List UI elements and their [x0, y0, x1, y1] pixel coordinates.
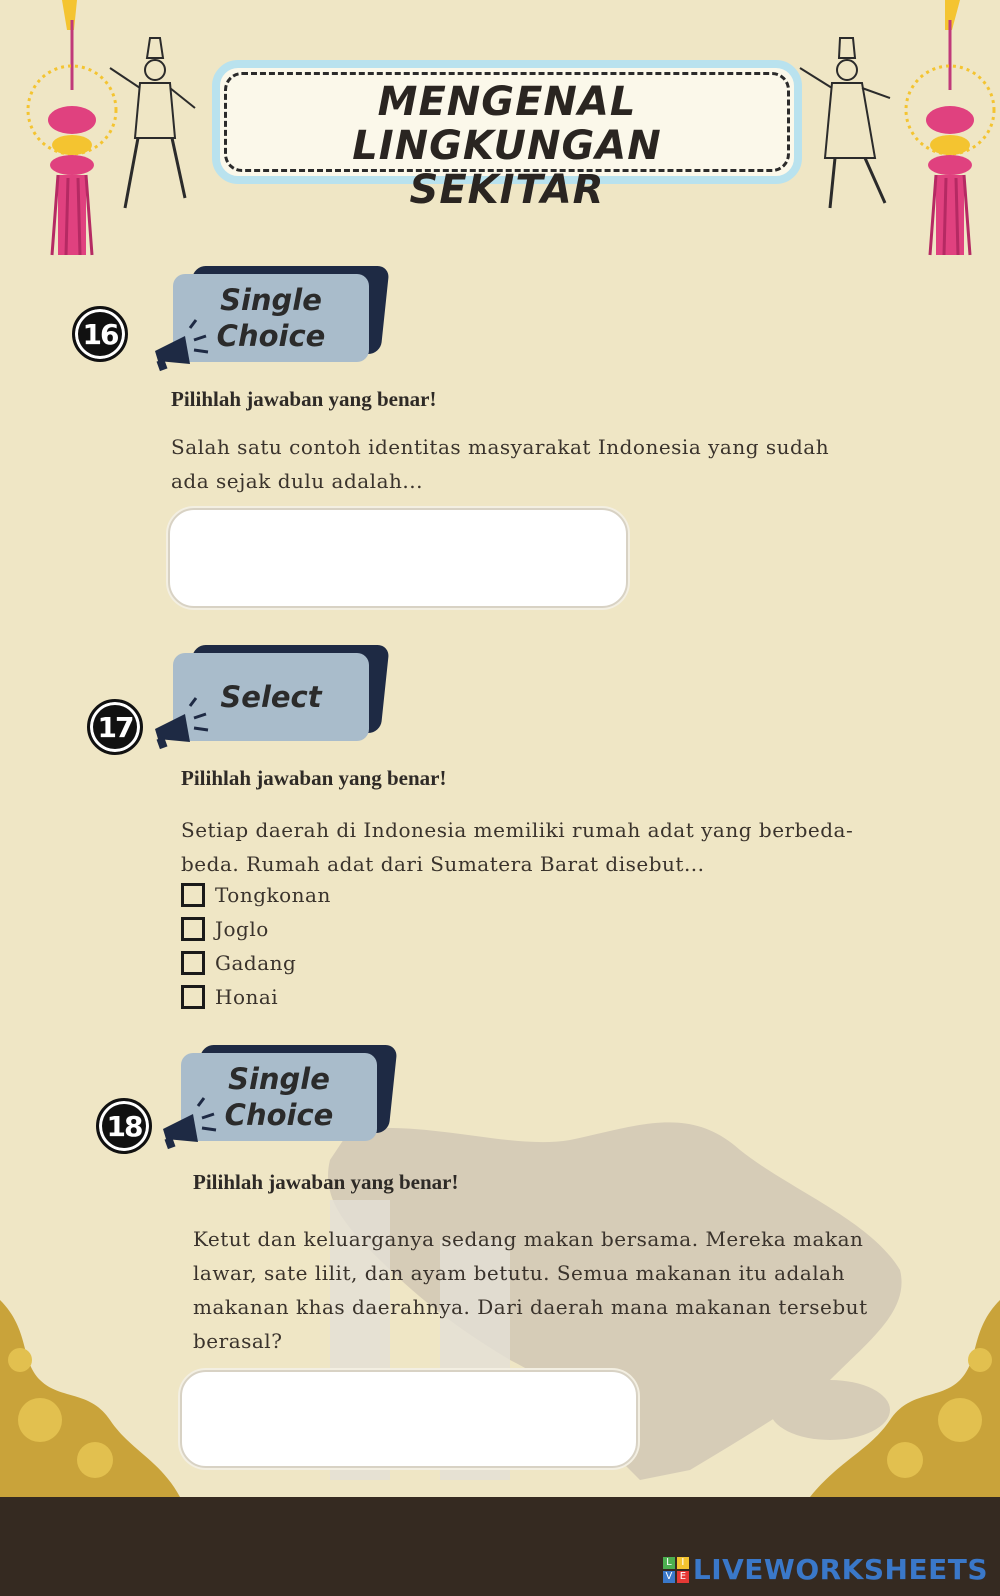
gold-ornament-right-icon	[810, 1300, 1000, 1497]
megaphone-icon	[158, 1094, 218, 1154]
gold-ornament-left-icon	[0, 1300, 180, 1497]
question-text: Ketut dan keluarganya sedang makan bersama. Mereka makan lawar, sate lilit, dan ayam betutu. Semua makanan itu adalah makanan khas daerahnya. Dari daerah mana makanan tersebut berasal?	[193, 1227, 868, 1353]
penjor-lamp-right-icon	[890, 0, 1000, 260]
question-instruction: Pilihlah jawaban yang benar!	[181, 766, 447, 790]
question-instruction: Pilihlah jawaban yang benar!	[171, 387, 437, 411]
logo-text: LIVEWORKSHEETS	[692, 1553, 988, 1586]
answer-input[interactable]	[168, 508, 628, 608]
worksheet-page: MENGENAL LINGKUNGAN SEKITAR 16 Single Choice Pilihlah jawaban yang benar! Salah satu contoh identitas masyarakat Indonesia yang sudah ada sejak dulu adalah... 17 Select Pilihlah jawaban yang benar! Setiap daerah di Indonesia memiliki rumah adat yang berbeda- beda. Rumah adat dari Sumatera Barat disebut... Tongkonan Joglo Gadang Honai 18 Single Choice Pilihlah jawaban yang benar! Ketut dan keluarganya sedang makan bersama. Mereka makan lawar, sate lilit, dan ayam betutu. Semua makanan itu adalah makanan khas daerahnya. Dari daerah mana makanan tersebut berasal?	[0, 0, 1000, 1497]
title-line-2: SEKITAR	[409, 167, 605, 213]
question-number-badge: 17	[87, 699, 143, 755]
answer-input[interactable]	[180, 1370, 638, 1468]
title-line-1: MENGENAL LINGKUNGAN	[352, 79, 662, 169]
dancer-left-icon	[100, 28, 210, 218]
option-item[interactable]: Gadang	[181, 951, 296, 975]
megaphone-icon	[150, 316, 210, 376]
liveworksheets-logo[interactable]	[663, 1553, 988, 1586]
question-number-badge: 18	[96, 1098, 152, 1154]
logo-grid-icon: L I V E	[663, 1557, 689, 1583]
checkbox[interactable]	[181, 951, 205, 975]
megaphone-icon	[150, 694, 210, 754]
question-text: Setiap daerah di Indonesia memiliki rumah adat yang berbeda- beda. Rumah adat dari Sumatera Barat disebut...	[181, 818, 854, 876]
checkbox[interactable]	[181, 985, 205, 1009]
option-item[interactable]: Joglo	[181, 917, 269, 941]
option-item[interactable]: Honai	[181, 985, 278, 1009]
question-instruction: Pilihlah jawaban yang benar!	[193, 1170, 459, 1194]
question-number-badge: 16	[72, 306, 128, 362]
title-banner	[212, 60, 802, 213]
checkbox[interactable]	[181, 883, 205, 907]
option-item[interactable]: Tongkonan	[181, 883, 331, 907]
dancer-right-icon	[795, 28, 905, 218]
question-text: Salah satu contoh identitas masyarakat Indonesia yang sudah ada sejak dulu adalah...	[171, 435, 830, 493]
page-title	[220, 80, 794, 212]
checkbox[interactable]	[181, 917, 205, 941]
